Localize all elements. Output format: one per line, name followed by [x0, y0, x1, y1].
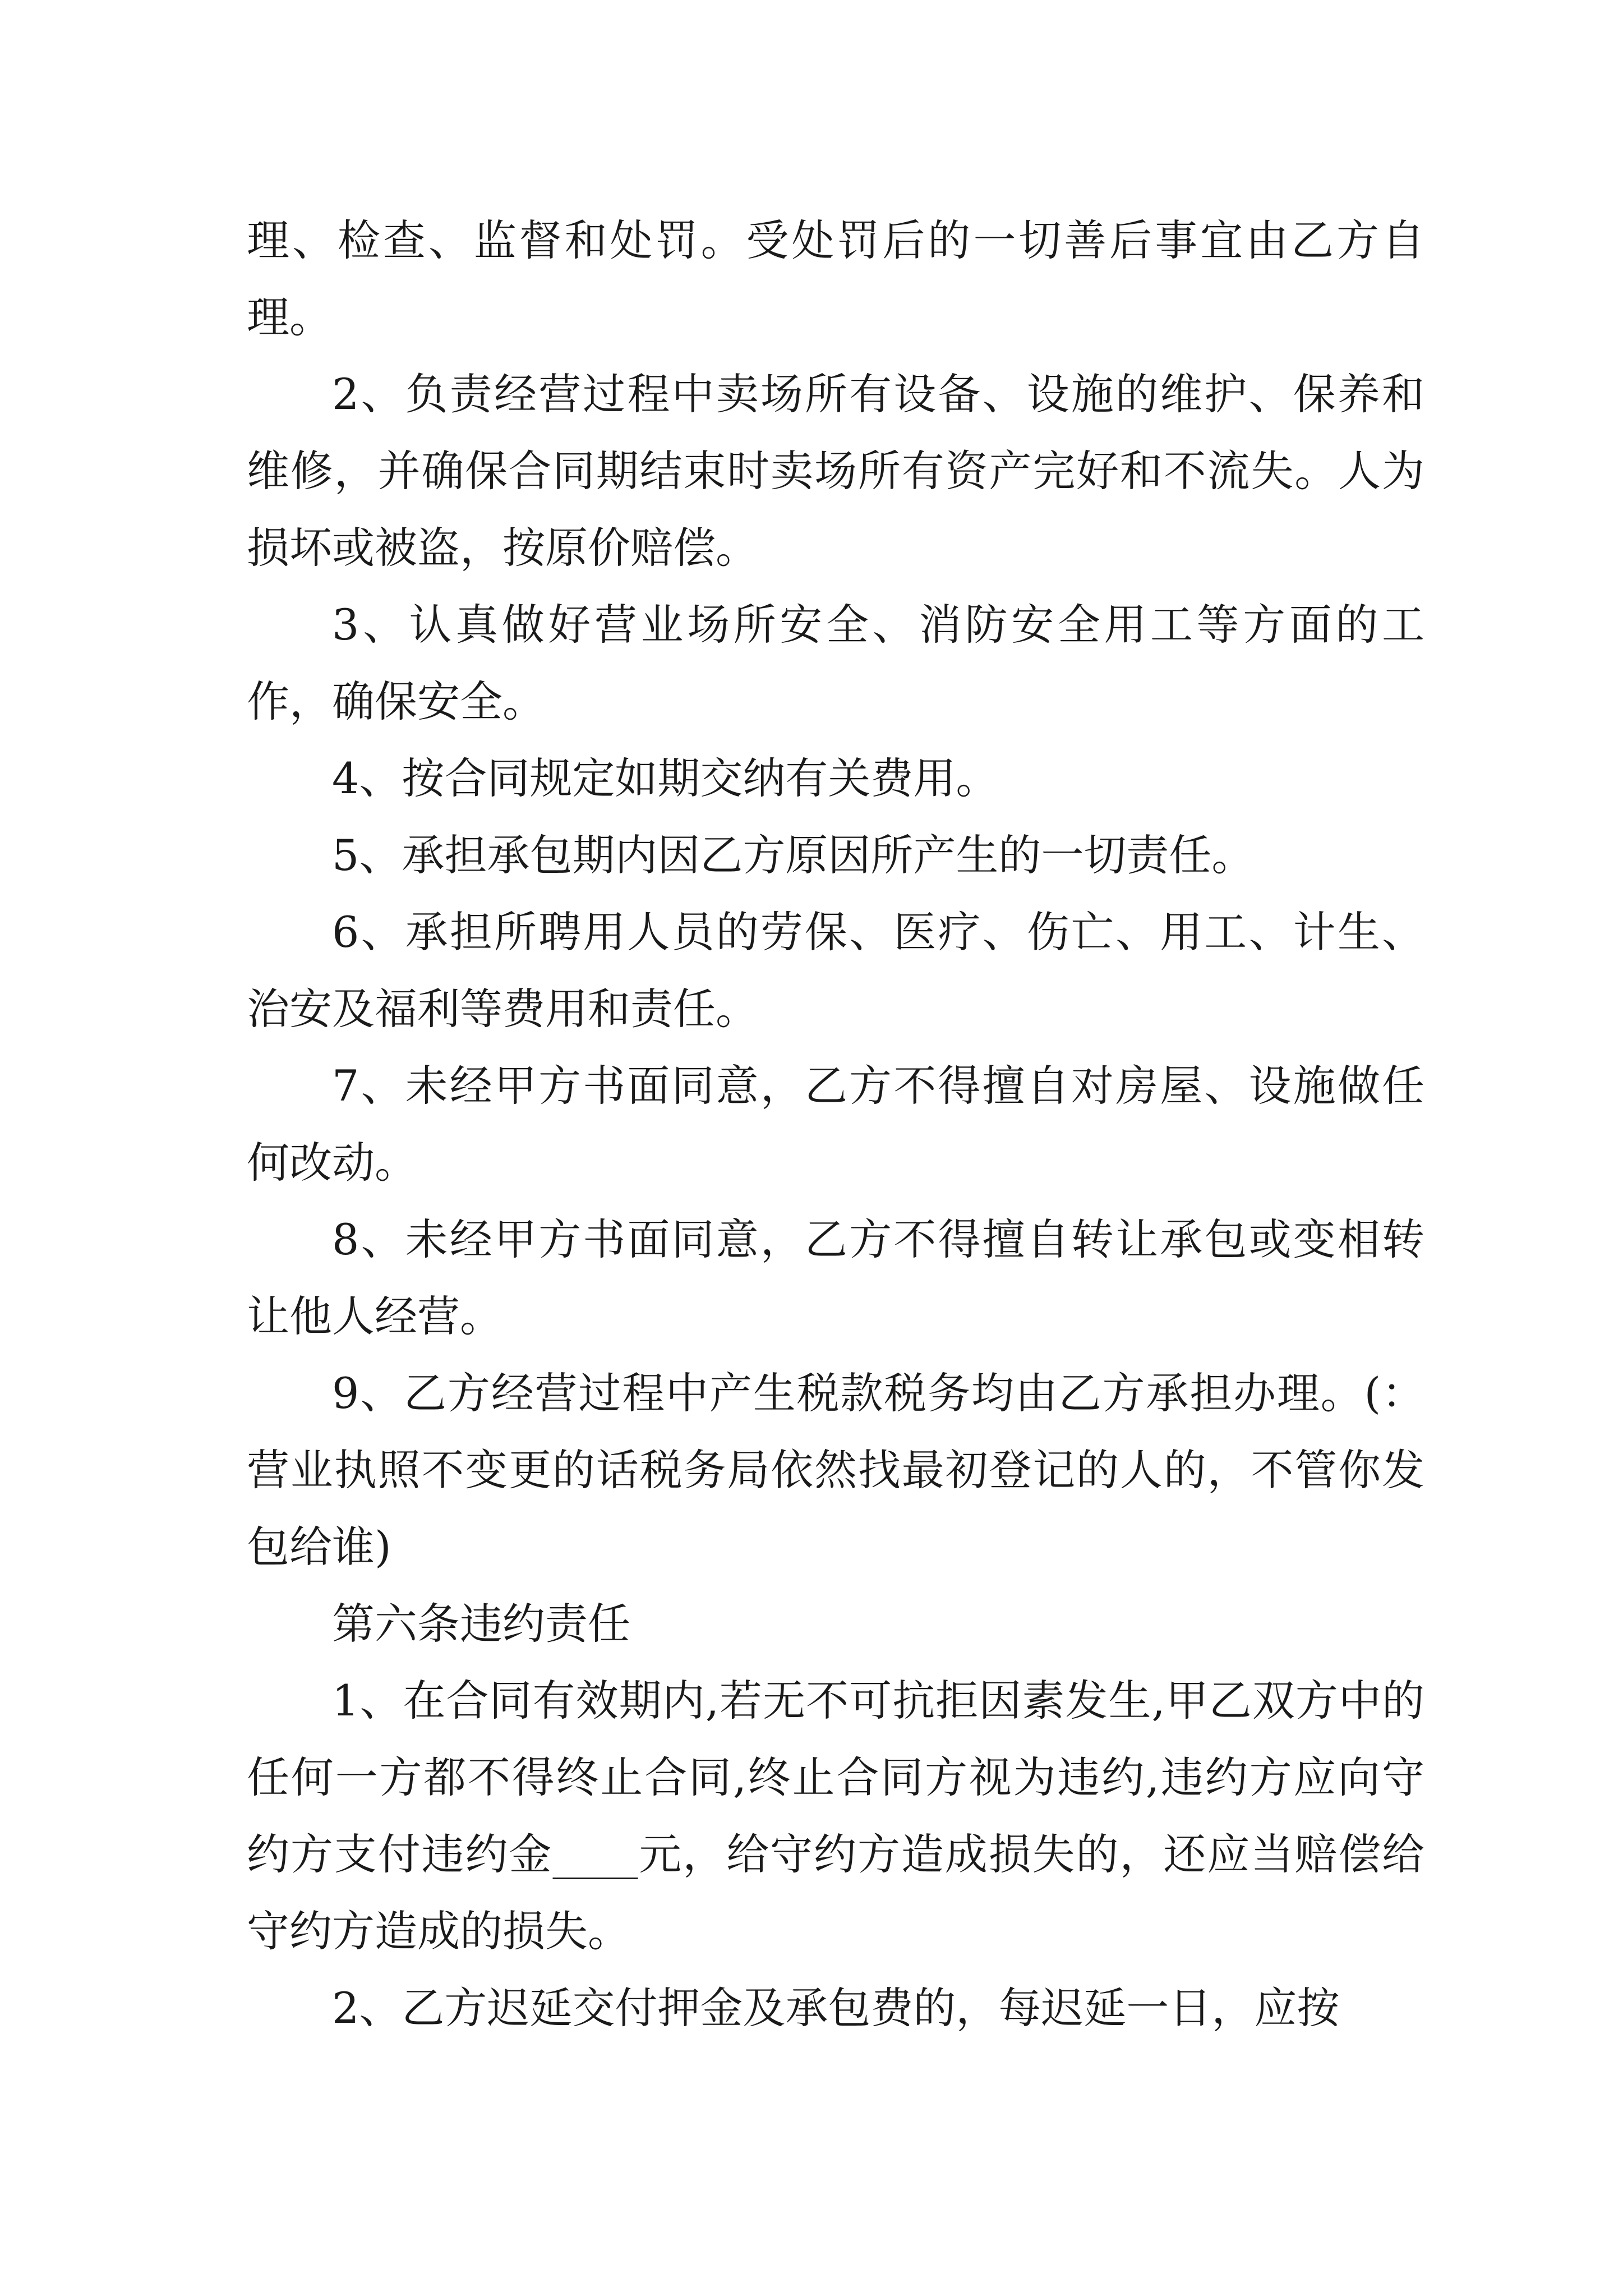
paragraph-clause-7: 7、未经甲方书面同意，乙方不得擅自对房屋、设施做任何改动。 — [247, 1061, 1424, 1188]
paragraph-clause-9: 9、乙方经营过程中产生税款税务均由乙方承担办理。(：营业执照不变更的话税务局依然找最初登记的人的，不管你发包给谁) — [247, 1368, 1424, 1572]
paragraph-clause-8: 8、未经甲方书面同意，乙方不得擅自转让承包或变相转让他人经营。 — [247, 1214, 1424, 1341]
paragraph-breach-clause-2: 2、乙方迟延交付押金及承包费的，每迟延一日，应按 — [332, 1983, 1340, 2033]
paragraph-clause-4: 4、按合同规定如期交纳有关费用。 — [332, 753, 999, 803]
paragraph-clause-2: 2、负责经营过程中卖场所有设备、设施的维护、保养和维修，并确保合同期结束时卖场所有资产完好和不流失。人为损坏或被盗，按原价赔偿。 — [247, 369, 1424, 573]
section-heading-article-6: 第六条违约责任 — [332, 1599, 630, 1649]
paragraph-breach-clause-1: 1、在合同有效期内,若无不可抗拒因素发生,甲乙双方中的任何一方都不得终止合同,终止合同方视为违约,违约方应向守约方支付违约金____元，给守约方造成损失的，还应当赔偿给守约方造成的损失。 — [247, 1676, 1424, 1956]
document-body — [247, 202, 1424, 2046]
paragraph-clause-6: 6、承担所聘用人员的劳保、医疗、伤亡、用工、计生、治安及福利等费用和责任。 — [247, 907, 1424, 1034]
paragraph-clause-3: 3、认真做好营业场所安全、消防安全用工等方面的工作，确保安全。 — [247, 600, 1424, 726]
paragraph-continuation: 理、检查、监督和处罚。受处罚后的一切善后事宜由乙方自理。 — [247, 215, 1424, 342]
paragraph-clause-5: 5、承担承包期内因乙方原因所产生的一切责任。 — [332, 830, 1255, 880]
